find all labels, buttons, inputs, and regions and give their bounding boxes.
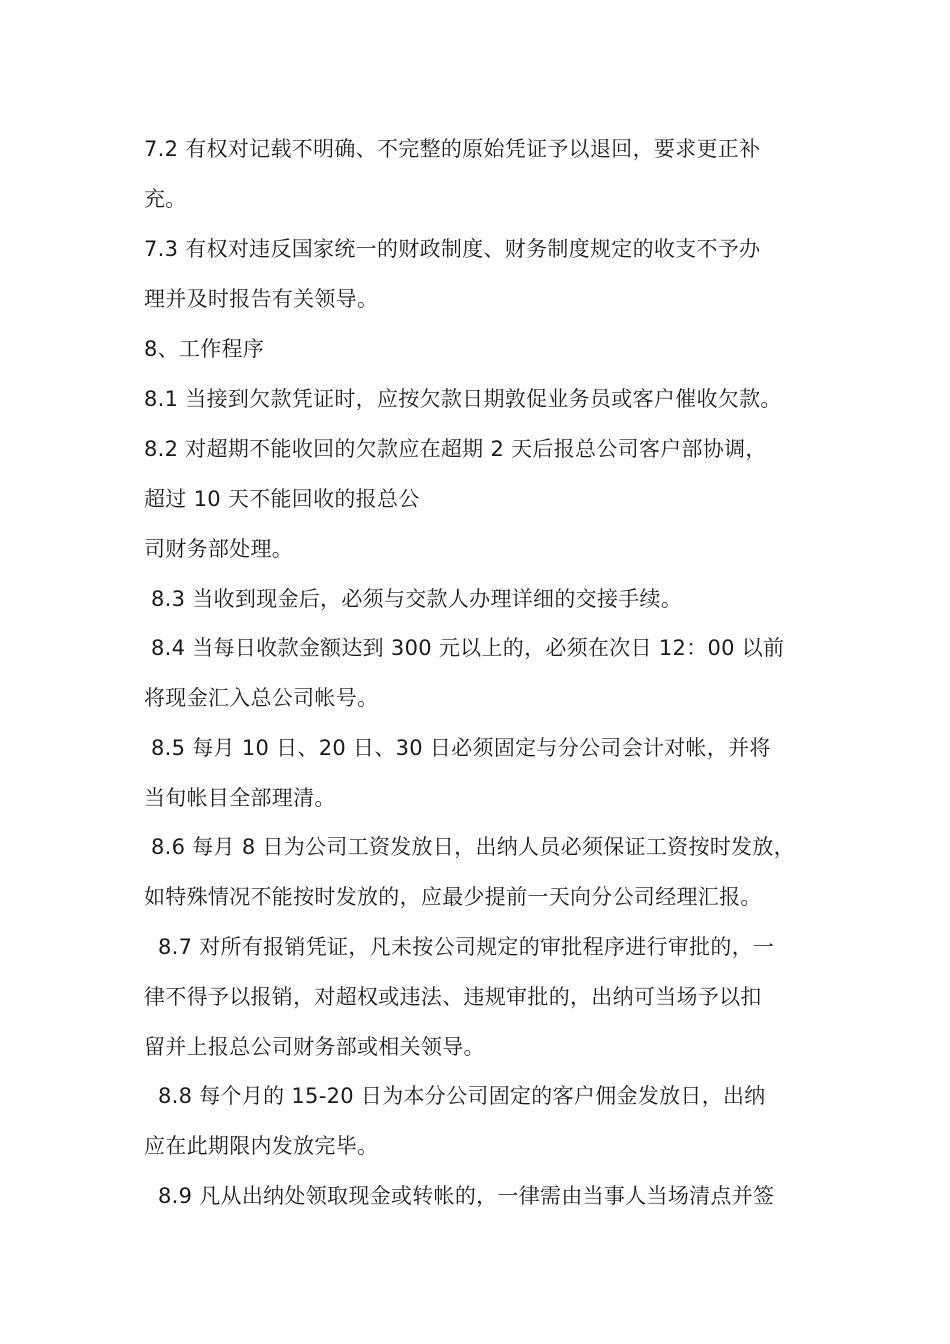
text-line: 当旬帐目全部理清。 [144, 786, 336, 810]
text-line: 8.7 对所有报销凭证，凡未按公司规定的审批程序进行审批的，一 [144, 935, 775, 959]
text-line: 理并及时报告有关领导。 [144, 287, 379, 311]
text-line: 8.2 对超期不能收回的欠款应在超期 2 天后报总公司客户部协调， [144, 437, 767, 461]
text-line: 将现金汇入总公司帐号。 [144, 686, 379, 710]
text-line: 8.3 当收到现金后，必须与交款人办理详细的交接手续。 [144, 587, 683, 611]
text-line: 留并上报总公司财务部或相关领导。 [144, 1035, 485, 1059]
text-line: 充。 [144, 187, 187, 211]
text-line: 超过 10 天不能回收的报总公 [144, 487, 420, 511]
text-line: 7.2 有权对记载不明确、不完整的原始凭证予以退回，要求更正补 [144, 137, 761, 161]
text-line: 7.3 有权对违反国家统一的财政制度、财务制度规定的收支不予办 [144, 237, 761, 261]
section-heading: 8、工作程序 [144, 337, 265, 361]
text-line: 8.8 每个月的 15-20 日为本分公司固定的客户佣金发放日，出纳 [144, 1084, 766, 1108]
text-line: 司财务部处理。 [144, 537, 294, 561]
text-line: 8.5 每月 10 日、20 日、30 日必须固定与分公司会计对帐，并将 [144, 736, 771, 760]
text-line: 8.6 每月 8 日为公司工资发放日，出纳人员必须保证工资按时发放， [144, 835, 795, 859]
text-line: 律不得予以报销，对超权或违法、违规审批的，出纳可当场予以扣 [144, 985, 762, 1009]
text-line: 8.4 当每日收款金额达到 300 元以上的，必须在次日 12：00 以前 [144, 636, 785, 660]
text-line: 8.1 当接到欠款凭证时，应按欠款日期敦促业务员或客户催收欠款。 [144, 387, 782, 411]
text-line: 8.9 凡从出纳处领取现金或转帐的，一律需由当事人当场清点并签 [144, 1184, 775, 1208]
text-line: 如特殊情况不能按时发放的，应最少提前一天向分公司经理汇报。 [144, 885, 762, 909]
text-line: 应在此期限内发放完毕。 [144, 1134, 379, 1158]
